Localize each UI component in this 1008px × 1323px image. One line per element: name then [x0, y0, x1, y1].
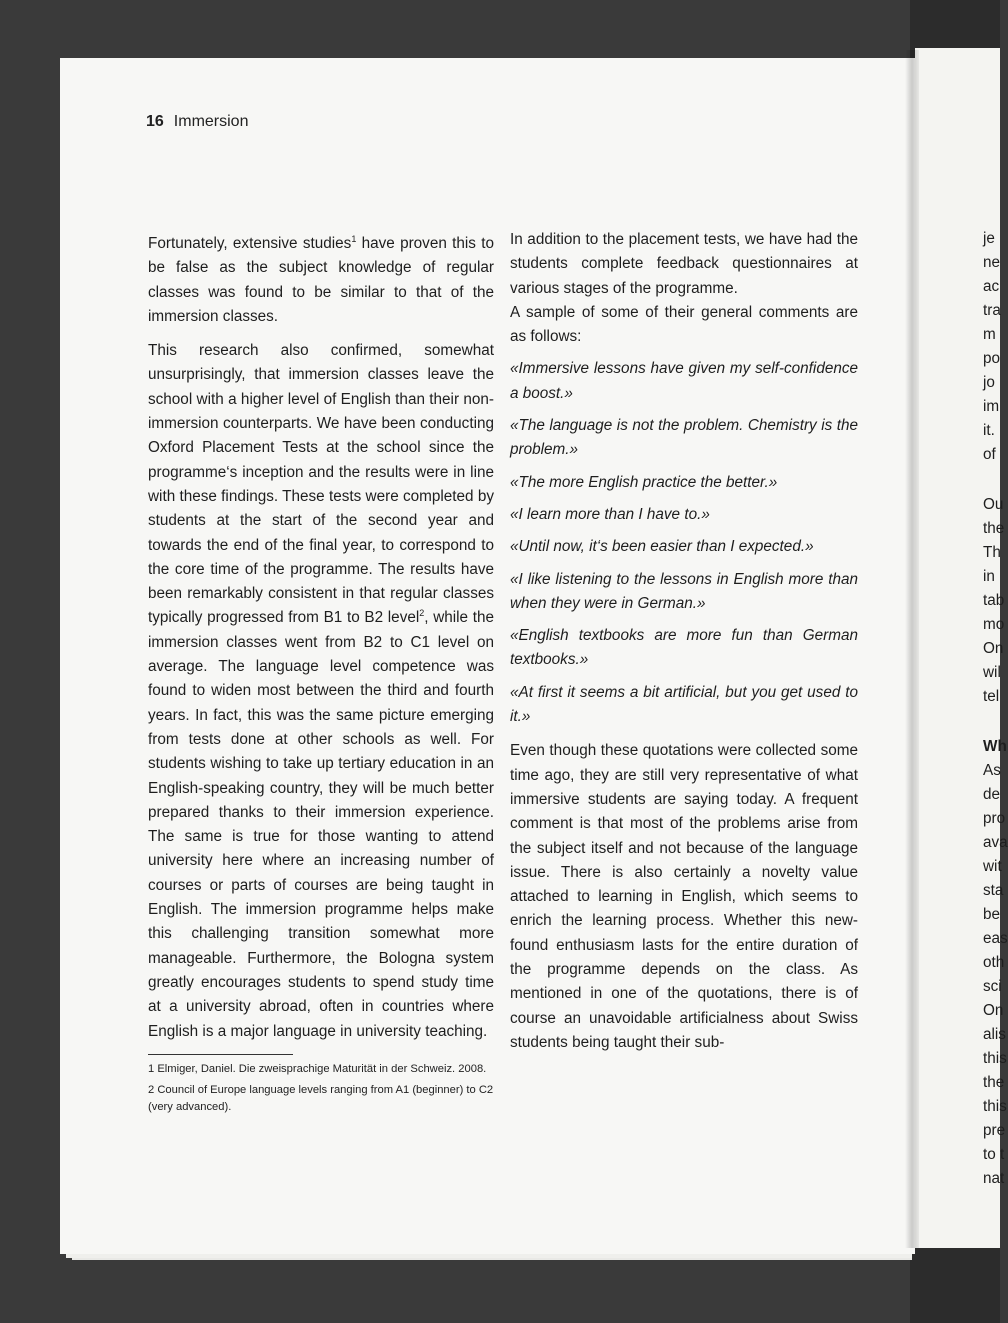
facing-page-text: tab [983, 592, 1005, 609]
facing-page-text: tel [983, 688, 1000, 705]
footnote: 2 Council of Europe language levels ranging from A1 (beginner) to C2 (very advanced). [148, 1083, 494, 1113]
facing-page-text: Wh [983, 738, 1007, 755]
facing-page-text: On [983, 640, 1004, 657]
quote: «I like listening to the lessons in English more than when they were in German.» [510, 570, 858, 612]
facing-page-text: Th [983, 544, 1001, 561]
facing-page-text: it. [983, 422, 995, 439]
facing-page-text: sta [983, 882, 1004, 899]
facing-page-text: ac [983, 278, 1000, 295]
quote: «At first it seems a bit artificial, but you get used to it.» [510, 683, 858, 726]
facing-page-text: be [983, 906, 1001, 923]
facing-page-text: of [983, 446, 996, 463]
quote: «The more English practice the better.» [510, 473, 778, 491]
facing-page-text: ava [983, 834, 1008, 851]
facing-page-text: Ou [983, 496, 1004, 513]
facing-page-text: mo [983, 616, 1005, 633]
quote: «English textbooks are more fun than German textbooks.» [510, 627, 858, 669]
book-gutter [905, 50, 919, 1248]
quote: «I learn more than I have to.» [510, 505, 710, 523]
chapter-title: Immersion [173, 113, 249, 130]
paragraph: This research also confirmed, somewhat unsurprisingly, that immersion classes leave the school with a higher level of English than their non-immersion counterparts. We have been conducting Oxford Placement Tests at the school since the programme‘s inception and the results were in line with these findings. These tests were completed by students at the start of the second year and towards the end of the final year, to correspond to the core time of the programme. The results have been remarkably consistent in that regular classes typically progressed from B1 to B2 level$^2$, while the immersion classes went from B2 to C1 level on average. The language level competence was found to widen most between the third and fourth years. In fact, this was the same picture emerging from tests done at other schools as well. For students wishing to take up tertiary education in an English-speaking country, they will be much better prepared thanks to their immersion experience. The same is true for those wanting to attend university here where an increasing number of courses or parts of courses are being taught in English. The immersion programme helps make this challenging transition somewhat more manageable. Furthermore, the Bologna system greatly encourages students to spend study time at a university abroad, often in countries where English is a major language in university teaching. [148, 342, 494, 1040]
facing-page-text: pre [983, 1122, 1006, 1139]
quote: «The language is not the problem. Chemistry is the problem.» [510, 417, 858, 459]
facing-page-text: sci [983, 978, 1002, 995]
middle-column [510, 228, 858, 1055]
facing-page-text: wit [983, 858, 1002, 875]
footnote-ref: 1 [351, 233, 357, 244]
facing-page [915, 48, 1008, 1248]
paragraph: A sample of some of their general comments are as follows: [510, 303, 858, 346]
facing-page-text: ne [983, 254, 1001, 271]
facing-page-text: in [983, 568, 995, 585]
facing-page-text: nat [983, 1170, 1005, 1187]
facing-page-text: the [983, 520, 1005, 537]
facing-page-text: alis [983, 1026, 1006, 1043]
facing-page-text: As [983, 762, 1001, 779]
facing-page-text: im [983, 398, 1000, 415]
facing-page-text: to t [983, 1146, 1005, 1163]
page-number: 16 [146, 113, 164, 130]
facing-page-text: On [983, 1002, 1004, 1019]
facing-page-text: m [983, 326, 996, 343]
quote: «Immersive lessons have given my self-confidence a boost.» [510, 360, 858, 402]
facing-page-text: de [983, 786, 1001, 803]
facing-page-text: je [983, 230, 995, 247]
facing-page-text: po [983, 350, 1001, 367]
quote: «Until now, it‘s been easier than I expected.» [510, 538, 814, 556]
footnote: 1 Elmiger, Daniel. Die zweisprachige Maturität in der Schweiz. 2008. [148, 1062, 487, 1075]
paragraph: In addition to the placement tests, we have had the students complete feedback questionnaires at various stages of the programme. [510, 231, 858, 297]
left-column [148, 232, 494, 1120]
facing-page-text: eas [983, 930, 1008, 947]
facing-page-text: oth [983, 954, 1005, 971]
running-header [146, 113, 248, 131]
facing-page-text: jo [983, 374, 995, 391]
facing-page-text: this [983, 1050, 1007, 1067]
facing-page-text: this [983, 1098, 1007, 1115]
paragraph: Fortunately, extensive studies$^1$ have proven this to be false as the subject knowledge of regular classes was found to be similar to that of the immersion classes. [148, 233, 494, 325]
facing-page-text: tra [983, 302, 1001, 319]
facing-page-text: the [983, 1074, 1005, 1091]
paragraph: Even though these quotations were collected some time ago, they are still very representative of what immersive students are saying today. A frequent comment is that most of the problems arise from the subject itself and not because of the language issue. There is also certainly a novelty value attached to learning in English, which seems to enrich the learning process. Whether this new-found enthusiasm lasts for the entire duration of the programme depends on the class. As mentioned in one of the quotations, there is of course an unavoidable artificialness about Swiss students being taught their sub- [510, 742, 858, 1051]
facing-page-text: pro [983, 810, 1006, 827]
footnote-divider [148, 1054, 293, 1055]
facing-page-text: wil [983, 664, 1001, 681]
footnote-ref: 2 [419, 608, 425, 619]
